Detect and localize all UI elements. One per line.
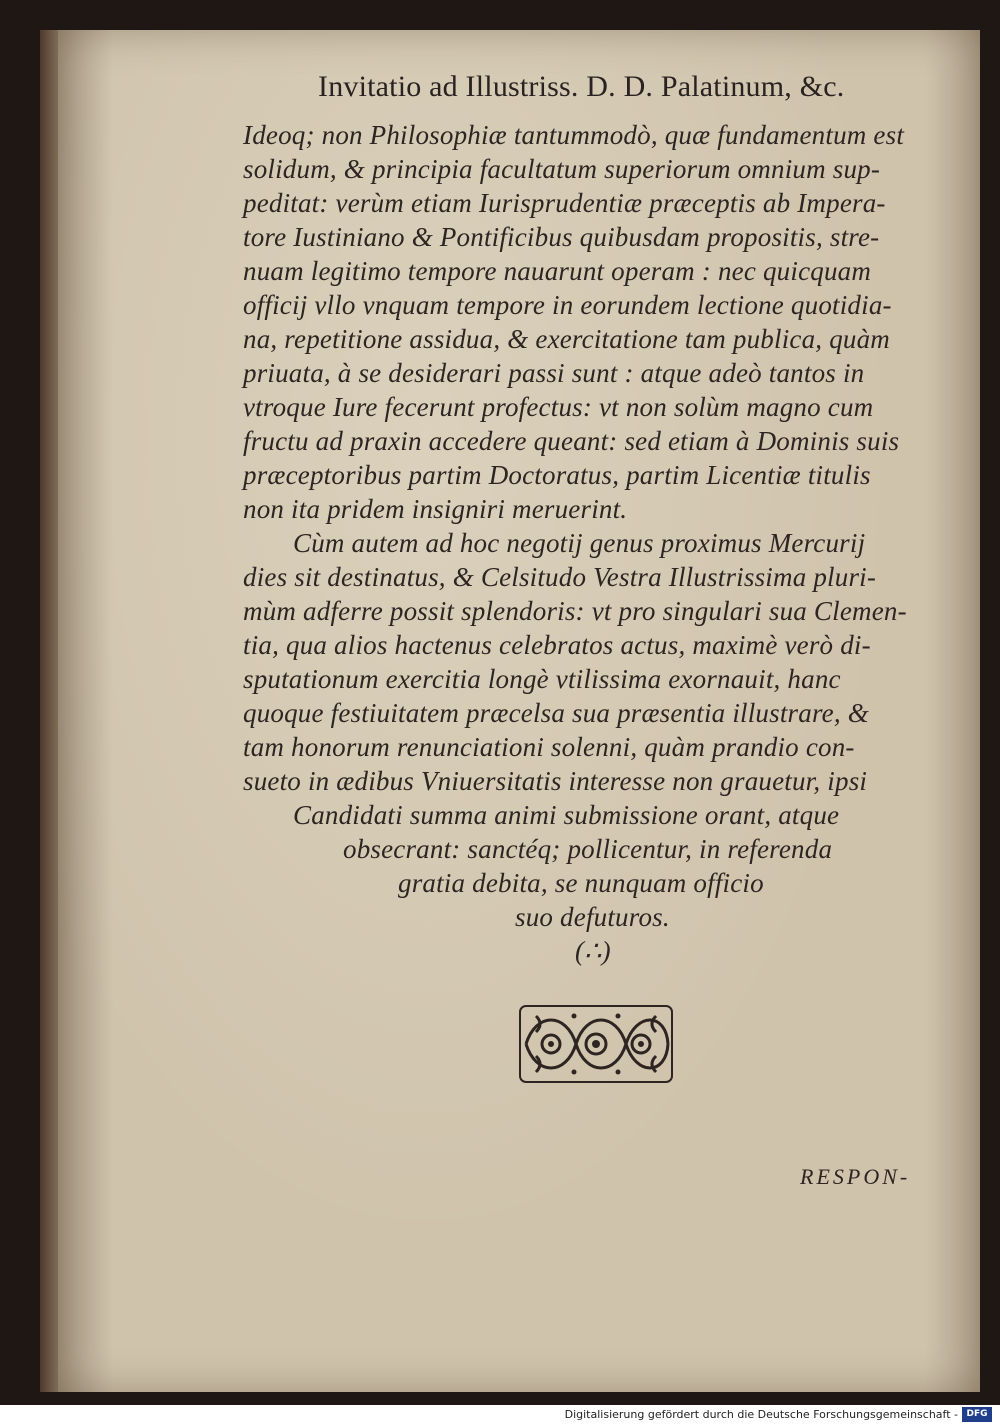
text-line: sputationum exercitia longè vtilissima exornauit, hanc — [243, 664, 841, 694]
text-line: nuam legitimo tempore nauarunt operam : nec quicquam — [243, 256, 872, 286]
text-line: Cùm autem ad hoc negotij genus proximus Mercurij — [293, 528, 866, 558]
funding-credit: Digitalisierung gefördert durch die Deutsche Forschungsgemeinschaft - — [564, 1408, 958, 1421]
text-line: obsecrant: sanctéq; pollicentur, in referenda — [343, 834, 833, 864]
dfg-logo: DFG — [962, 1407, 992, 1422]
text-line: peditat: verùm etiam Iurisprudentiæ præceptis ab Impera- — [243, 188, 886, 218]
text-line: gratia debita, se nunquam officio — [398, 868, 764, 898]
text-line: præceptoribus partim Doctoratus, partim Licentiæ titulis — [243, 460, 871, 490]
text-line: Candidati summa animi submissione orant, atque — [293, 800, 840, 830]
printers-ornament-icon — [516, 1002, 676, 1086]
text-line: non ita pridem insigniri meruerint. — [243, 494, 628, 524]
text-line: suo defuturos. — [515, 902, 670, 932]
text-line: vtroque Iure fecerunt profectus: vt non solùm magno cum — [243, 392, 874, 422]
text-line: solidum, & principia facultatum superiorum omnium sup- — [243, 154, 881, 184]
text-line: Ideoq; non Philosophiæ tantummodò, quæ fundamentum est — [243, 120, 905, 150]
text-line: dies sit destinatus, & Celsitudo Vestra Illustrissima pluri- — [243, 562, 877, 592]
catchword: RESPON- — [800, 1164, 911, 1189]
text-line: quoque festiuitatem præcelsa sua præsentia illustrare, & — [243, 698, 869, 728]
text-line: tam honorum renunciationi solenni, quàm prandio con- — [243, 732, 855, 762]
text-line: tia, qua alios hactenus celebratos actus, maximè verò di- — [243, 630, 871, 660]
digitization-footer — [0, 1405, 1000, 1425]
text-line: officij vllo vnquam tempore in eorundem lectione quotidia- — [243, 290, 892, 320]
text-line: (∴) — [575, 936, 611, 966]
text-line: tore Iustiniano & Pontificibus quibusdam propositis, stre- — [243, 222, 880, 252]
text-line: priuata, à se desiderari passi sunt : atque adeò tantos in — [243, 358, 865, 388]
text-line: sueto in ædibus Vniuersitatis interesse non grauetur, ipsi — [243, 766, 868, 796]
text-line: fructu ad praxin accedere queant: sed etiam à Dominis suis — [243, 426, 900, 456]
running-head: Invitatio ad Illustriss. D. D. Palatinum, &c. — [318, 70, 845, 103]
text-line: na, repetitione assidua, & exercitatione tam publica, quàm — [243, 324, 890, 354]
text-line: mùm adferre possit splendoris: vt pro singulari sua Clemen- — [243, 596, 907, 626]
